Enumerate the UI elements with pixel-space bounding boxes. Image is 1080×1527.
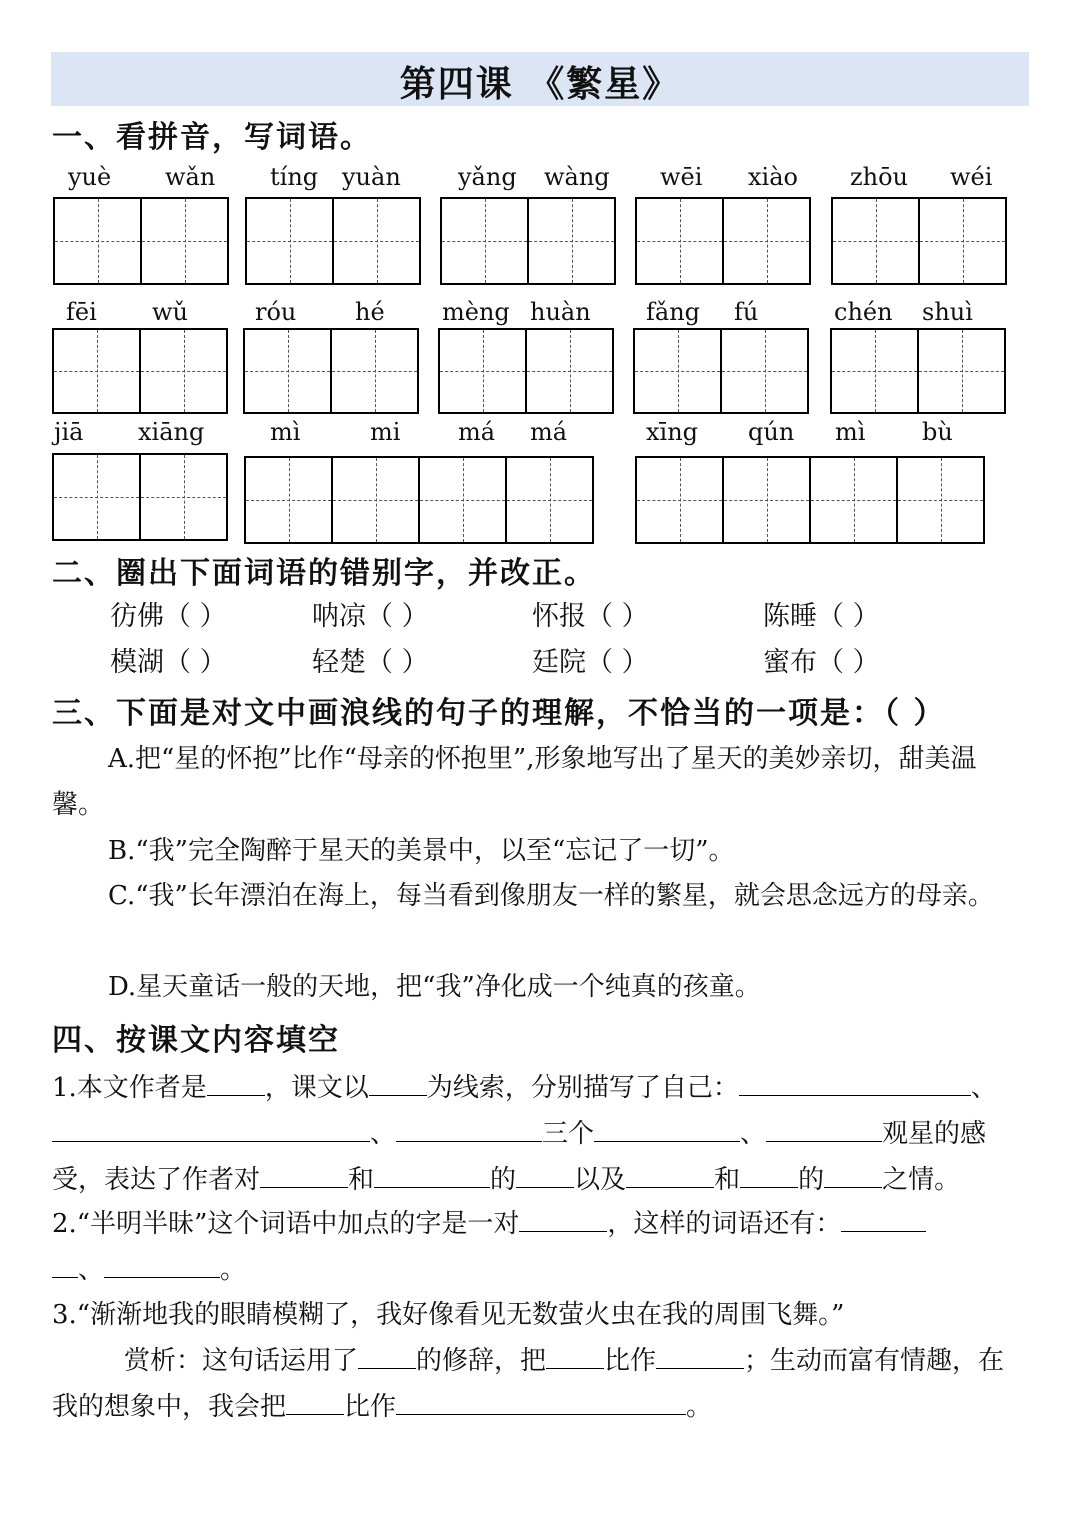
writing-grid[interactable] xyxy=(440,197,616,285)
pinyin: qún xyxy=(748,418,795,446)
pinyin: jiā xyxy=(54,418,84,446)
section-2-heading: 二、圈出下面词语的错别字，并改正。 xyxy=(52,556,596,591)
appreciation: 赏析：这句话运用了 的修辞，把 比作 ；生动而富有情趣，在我的想象中，我会把 比作 。 xyxy=(52,1338,1028,1430)
writing-grid[interactable] xyxy=(633,328,809,414)
pinyin: wàng xyxy=(544,163,610,191)
pinyin: xiào xyxy=(748,163,798,191)
wrong-word-item: 呐凉（ ） xyxy=(312,601,429,632)
fill-question-2: 2.“半明半昧”这个词语中加点的字是一对 ，这样的词语还有： 、 。 xyxy=(52,1201,1028,1293)
writing-grid[interactable] xyxy=(245,197,421,285)
writing-grid[interactable] xyxy=(831,197,1007,285)
pinyin: yuè xyxy=(68,163,112,191)
writing-grid[interactable] xyxy=(635,197,811,285)
pinyin: huàn xyxy=(530,298,591,326)
section-1-heading: 一、看拼音，写词语。 xyxy=(52,120,372,155)
pinyin: zhōu xyxy=(850,163,909,191)
pinyin: tíng xyxy=(270,163,319,191)
pinyin: mi xyxy=(370,418,401,446)
fill-question-1: 1.本文作者是 ，课文以 为线索，分别描写了自己： 、、 三个 、 观星的感受，表达了作者对 和 的 以及 和 的 之情。 xyxy=(52,1065,1028,1203)
pinyin: fǎng xyxy=(646,298,701,326)
pinyin: róu xyxy=(255,298,297,326)
wrong-word-item: 怀报（ ） xyxy=(532,601,649,632)
pinyin: xīng xyxy=(646,418,699,446)
writing-grid[interactable] xyxy=(243,328,419,414)
pinyin: mèng xyxy=(442,298,510,326)
pinyin: fēi xyxy=(66,298,97,326)
pinyin: yǎng xyxy=(458,163,517,191)
pinyin: mì xyxy=(835,418,866,446)
pinyin: má xyxy=(458,418,496,446)
pinyin: wēi xyxy=(660,163,703,191)
writing-grid[interactable] xyxy=(244,456,594,544)
writing-grid[interactable] xyxy=(52,453,228,541)
writing-grid[interactable] xyxy=(830,328,1006,414)
fill-question-3: 3.“渐渐地我的眼睛模糊了，我好像看见无数萤火虫在我的周围飞舞。” xyxy=(52,1300,845,1330)
page-title: 第四课 《繁星》 xyxy=(399,64,681,105)
writing-grid[interactable] xyxy=(635,456,985,544)
option-b: B.“我”完全陶醉于星天的美景中，以至“忘记了一切”。 xyxy=(108,836,735,866)
pinyin: fú xyxy=(734,298,759,326)
option-a: A.把“星的怀抱”比作“母亲的怀抱里”,形象地写出了星天的美妙亲切，甜美温馨。 xyxy=(52,744,977,820)
option-c: C.“我”长年漂泊在海上，每当看到像朋友一样的繁星，就会思念远方的母亲。 xyxy=(108,881,994,911)
wrong-word-item: 彷佛（ ） xyxy=(110,601,227,632)
writing-grid[interactable] xyxy=(53,197,229,285)
pinyin: mì xyxy=(270,418,301,446)
pinyin: bù xyxy=(922,418,953,446)
pinyin: xiāng xyxy=(138,418,205,446)
wrong-word-item: 蜜布（ ） xyxy=(763,647,880,678)
pinyin: wéi xyxy=(950,163,993,191)
writing-grid[interactable] xyxy=(52,328,228,414)
wrong-word-item: 廷院（ ） xyxy=(532,647,649,678)
wrong-word-item: 轻楚（ ） xyxy=(312,647,429,678)
writing-grid[interactable] xyxy=(438,328,614,414)
pinyin: má xyxy=(530,418,568,446)
pinyin: hé xyxy=(355,298,385,326)
pinyin: yuàn xyxy=(342,163,401,191)
pinyin: shuì xyxy=(922,298,973,326)
pinyin: wǎn xyxy=(165,163,216,191)
option-d: D.星天童话一般的天地，把“我”净化成一个纯真的孩童。 xyxy=(108,972,761,1002)
pinyin: chén xyxy=(834,298,893,326)
section-4-heading: 四、按课文内容填空 xyxy=(52,1023,340,1058)
wrong-word-item: 模湖（ ） xyxy=(110,647,227,678)
section-3-heading: 三、下面是对文中画浪线的句子的理解，不恰当的一项是：（ ） xyxy=(52,696,946,731)
pinyin: wǔ xyxy=(152,298,188,326)
wrong-word-item: 陈睡（ ） xyxy=(763,601,880,632)
